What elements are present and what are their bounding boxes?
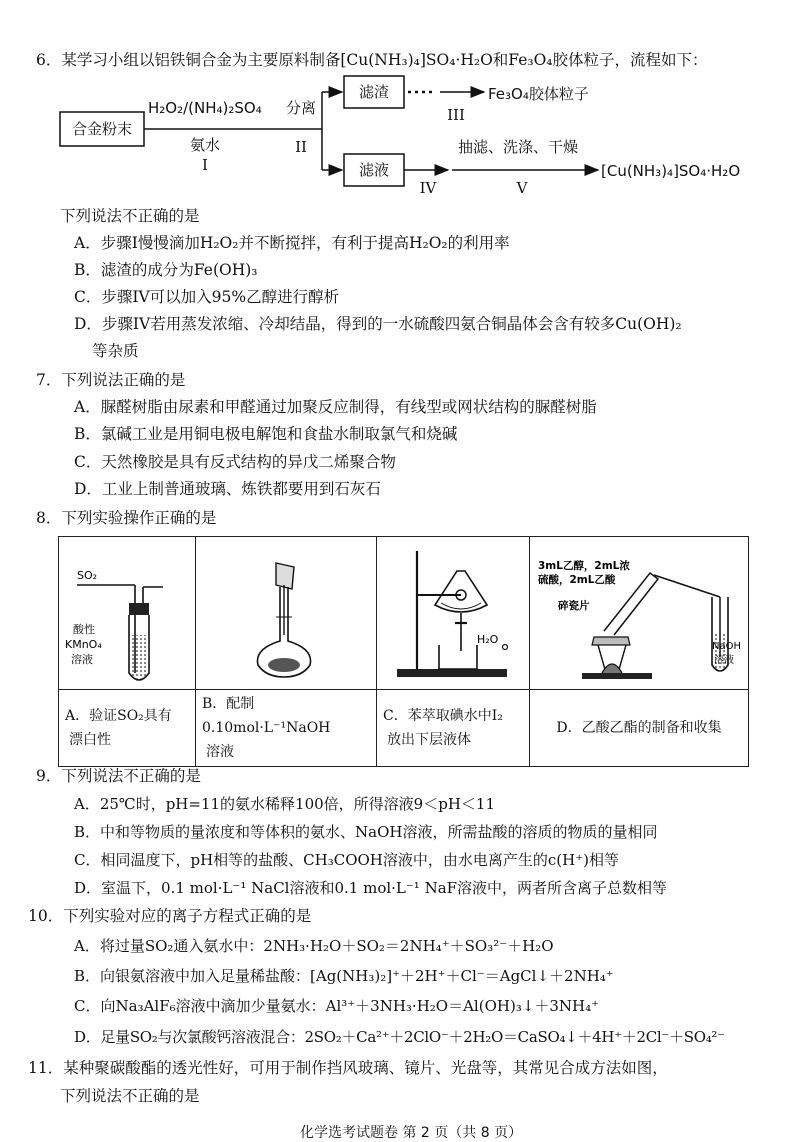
d-naoh-label-1: NaOH xyxy=(712,641,741,652)
q6-flowchart xyxy=(0,0,800,200)
flow-step4-label: IV xyxy=(419,179,437,197)
apparatus-d-svg xyxy=(530,537,748,685)
a-sol-label-3: 溶液 xyxy=(71,653,93,666)
q8-caption-a-1: A．验证SO₂具有 xyxy=(65,708,172,724)
flow-start-label: 合金粉末 xyxy=(71,120,133,138)
flow-process-label: 抽滤、洗涤、干燥 xyxy=(458,138,579,156)
a-sol-label-2: KMnO₄ xyxy=(65,638,102,651)
flow-step1-label: I xyxy=(202,156,208,174)
q8-caption-a xyxy=(59,690,196,767)
page-footer: 化学选考试题卷 第 2 页（共 8 页） xyxy=(300,1125,523,1141)
d-reagent-label-2: 硫酸，2mL乙酸 xyxy=(538,574,616,586)
q9-option-c: C．相同温度下，pH相等的盐酸、CH₃COOH溶液中，由水电离产生的c(H⁺)相等 xyxy=(74,851,619,869)
q6-option-d: D．步骤IV若用蒸发浓缩、冷却结晶，得到的一水硫酸四氨合铜晶体会含有较多Cu(OH)₂ xyxy=(74,315,682,333)
q10-option-c: C．向Na₃AlF₆溶液中滴加少量氨水：Al³⁺＋3NH₃·H₂O＝Al(OH)₃↓＋3NH₄⁺ xyxy=(74,997,600,1015)
q11-stem-cont: 下列说法不正确的是 xyxy=(60,1087,200,1105)
q9-option-b: B．中和等物质的量浓度和等体积的氨水、NaOH溶液，所需盐酸的溶质的物质的量相同 xyxy=(74,823,658,841)
flow-filtrate-label: 滤液 xyxy=(358,161,390,179)
q9-stem: 9．下列说法不正确的是 xyxy=(36,767,201,785)
c-stand-base xyxy=(397,669,507,677)
q6-option-c: C．步骤IV可以加入95%乙醇进行醇析 xyxy=(74,288,340,306)
q8-caption-d xyxy=(530,690,749,767)
q8-caption-d-1: D．乙酸乙酯的制备和收集 xyxy=(556,720,722,736)
d-base xyxy=(582,673,652,679)
flow-reagent-label: H₂O₂/(NH₄)₂SO₄ xyxy=(148,99,262,117)
q7-stem: 7．下列说法正确的是 xyxy=(36,371,186,389)
b-solid xyxy=(268,658,300,672)
d-reagent-label-1: 3mL乙醇，2mL浓 xyxy=(538,560,630,572)
q6-option-d-cont: 等杂质 xyxy=(92,342,139,360)
flow-step5-label: V xyxy=(516,179,528,197)
a-stopper xyxy=(129,603,149,615)
q8-stem: 8．下列实验操作正确的是 xyxy=(36,509,217,527)
q8-caption-b-1: B．配制0.10mol·L⁻¹NaOH xyxy=(202,696,331,736)
q7-option-d: D．工业上制普通玻璃、炼铁都要用到石灰石 xyxy=(74,480,381,498)
flow-residue-label: 滤渣 xyxy=(358,83,390,101)
apparatus-c-svg xyxy=(377,537,529,685)
q10-option-d: D．足量SO₂与次氯酸钙溶液混合：2SO₂＋Ca²⁺＋2ClO⁻＋2H₂O＝CaSO₄↓＋4H⁺＋2Cl⁻＋SO₄²⁻ xyxy=(74,1028,725,1046)
q11-stem: 11．某种聚碳酸酯的透光性好，可用于制作挡风玻璃、镜片、光盘等，其常见合成方法如图， xyxy=(28,1059,668,1077)
q9-option-d: D．室温下，0.1 mol·L⁻¹ NaCl溶液和0.1 mol·L⁻¹ NaF溶液中，两者所含离子总数相等 xyxy=(74,879,668,897)
c-layer-line xyxy=(441,603,481,609)
q6-prompt: 下列说法不正确的是 xyxy=(60,207,200,225)
d-naoh-label-2: 溶液 xyxy=(714,655,734,666)
q8-apparatus-table xyxy=(58,536,749,767)
d-alcohol-lamp xyxy=(602,664,622,673)
d-delivery-tube xyxy=(654,575,720,597)
q10-option-a: A．将过量SO₂通入氨水中：2NH₃·H₂O＋SO₂＝2NH₄⁺＋SO₃²⁻＋H₂O xyxy=(74,937,554,955)
q8-caption-c-2: 放出下层液体 xyxy=(387,732,471,748)
a-gas-label: SO₂ xyxy=(77,569,98,582)
q8-cell-a xyxy=(59,537,196,690)
d-chips-label: 碎瓷片 xyxy=(558,600,590,612)
apparatus-a-svg xyxy=(59,537,195,685)
a-solution xyxy=(130,635,148,679)
a-sol-label-1: 酸性 xyxy=(73,623,95,636)
q8-cell-b xyxy=(196,537,377,690)
q6-stem: 6．某学习小组以铝铁铜合金为主要原料制备[Cu(NH₃)₄]SO₄·H₂O和Fe₃O₄胶体粒子，流程如下： xyxy=(36,51,708,69)
q7-option-b: B．氯碱工业是用铜电极电解饱和食盐水制取氯气和烧碱 xyxy=(74,425,458,443)
q8-caption-c-1: C．苯萃取碘水中I₂ xyxy=(383,708,503,724)
b-beaker xyxy=(276,563,294,589)
q10-stem: 10．下列实验对应的离子方程式正确的是 xyxy=(28,907,312,925)
d-heating-mesh xyxy=(592,637,630,645)
flow-separate-label: 分离 xyxy=(285,99,317,117)
flow-step3-label: III xyxy=(447,106,465,124)
q8-caption-c xyxy=(377,690,530,767)
flow-step2-label: II xyxy=(295,138,307,156)
q6-option-b: B．滤渣的成分为Fe(OH)₃ xyxy=(74,261,258,279)
flow-aux-label: 氨水 xyxy=(189,136,221,154)
c-droplet xyxy=(503,645,508,650)
q7-option-c: C．天然橡胶是具有反式结构的异戊二烯聚合物 xyxy=(74,453,396,471)
q8-cell-c xyxy=(377,537,530,690)
q8-cell-d xyxy=(530,537,749,690)
q9-option-a: A．25℃时，pH=11的氨水稀释100倍，所得溶液9＜pH＜11 xyxy=(74,795,495,813)
apparatus-b-svg xyxy=(196,537,376,685)
flow-product2-label: [Cu(NH₃)₄]SO₄·H₂O xyxy=(601,162,741,180)
c-water-label: H₂O xyxy=(477,633,499,646)
c-beaker xyxy=(439,645,477,669)
flow-product1-label: Fe₃O₄胶体粒子 xyxy=(488,85,589,103)
q6-option-a: A．步骤I慢慢滴加H₂O₂并不断搅拌，有利于提高H₂O₂的利用率 xyxy=(74,234,510,252)
c-separatory-funnel xyxy=(435,571,487,612)
q7-option-a: A．脲醛树脂由尿素和甲醛通过加聚反应制得，有线型或网状结构的脲醛树脂 xyxy=(74,398,597,416)
q8-caption-a-2: 漂白性 xyxy=(69,732,111,748)
q8-caption-b-2: 溶液 xyxy=(206,744,234,760)
q8-caption-b xyxy=(196,690,377,767)
q10-option-b: B．向银氨溶液中加入足量稀盐酸：[Ag(NH₃)₂]⁺＋2H⁺＋Cl⁻＝AgCl↓＋2NH₄⁺ xyxy=(74,967,614,985)
